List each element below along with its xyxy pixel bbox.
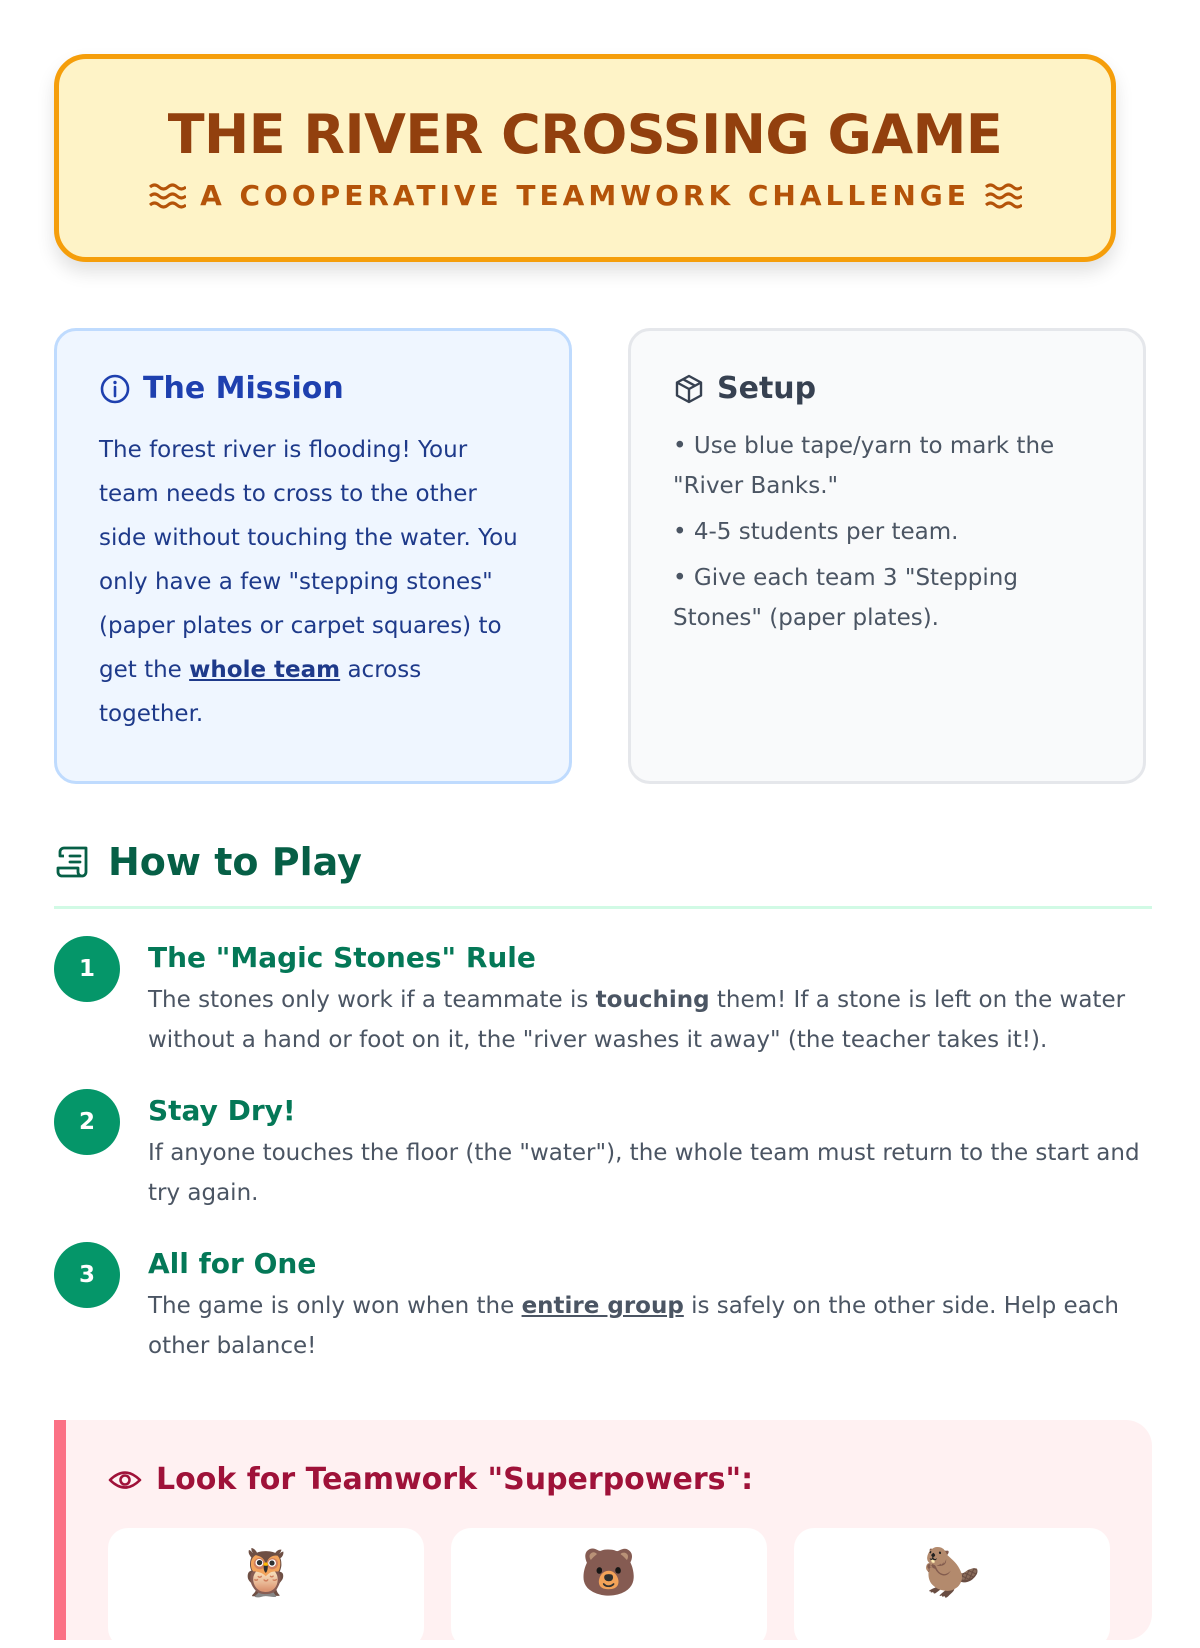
superpowers-heading: Look for Teamwork "Superpowers": xyxy=(156,1462,754,1497)
page-title: THE RIVER CROSSING GAME xyxy=(167,103,1003,166)
bear-icon: 🐻 xyxy=(580,1545,638,1599)
eye-icon xyxy=(108,1465,142,1495)
divider xyxy=(54,906,1152,909)
list-item: • Use blue tape/yarn to mark the "River Banks." xyxy=(673,433,1055,499)
list-item: • Give each team 3 "Stepping Stones" (paper plates). xyxy=(673,565,1018,631)
step-3 xyxy=(54,1242,1152,1366)
owl-icon: 🦉 xyxy=(237,1545,295,1599)
superpower-card-owl xyxy=(108,1528,424,1648)
step-description: The stones only work if a teammate is touching them! If a stone is left on the water without a hand or foot on it, the "river washes it away" (the teacher takes it!). xyxy=(148,987,1126,1053)
step-description: If anyone touches the floor (the "water"), the whole team must return to the start and try again. xyxy=(148,1140,1140,1206)
cube-icon xyxy=(673,373,705,405)
step-title: Stay Dry! xyxy=(148,1094,296,1127)
mission-description: The forest river is flooding! Your team needs to cross to the other side without touching the water. You only have a few "stepping stones" (paper plates or carpet squares) to get the whole team across together. xyxy=(99,437,518,727)
beaver-icon: 🦫 xyxy=(923,1545,981,1599)
superpower-card-beaver xyxy=(794,1528,1110,1648)
mission-card xyxy=(54,328,572,784)
step-number-badge: 1 xyxy=(54,936,120,1002)
page-subtitle-row xyxy=(59,179,1111,212)
info-circle-icon xyxy=(99,373,131,405)
step-2 xyxy=(54,1089,1152,1213)
step-description: The game is only won when the entire group is safely on the other side. Help each other balance! xyxy=(148,1293,1120,1359)
setup-card xyxy=(628,328,1146,784)
setup-list xyxy=(673,426,1101,638)
touching-emphasis: touching xyxy=(595,987,710,1013)
list-item: • 4-5 students per team. xyxy=(673,519,959,545)
step-number-badge: 3 xyxy=(54,1242,120,1308)
whole-team-emphasis: whole team xyxy=(189,657,341,683)
scroll-icon xyxy=(54,842,94,882)
step-title: All for One xyxy=(148,1247,317,1280)
step-1 xyxy=(54,936,1152,1060)
page-subtitle: A COOPERATIVE TEAMWORK CHALLENGE xyxy=(200,179,970,212)
superpowers-panel xyxy=(54,1420,1152,1640)
how-to-play-heading: How to Play xyxy=(108,840,362,884)
step-number-badge: 2 xyxy=(54,1089,120,1155)
mission-heading: The Mission xyxy=(143,371,344,406)
mission-heading-row xyxy=(99,371,527,406)
setup-heading: Setup xyxy=(717,371,817,406)
how-to-play-heading-row xyxy=(54,840,362,884)
title-banner xyxy=(54,54,1116,262)
step-title: The "Magic Stones" Rule xyxy=(148,941,536,974)
setup-heading-row xyxy=(673,371,1101,406)
entire-group-emphasis: entire group xyxy=(521,1293,684,1319)
superpowers-heading-row xyxy=(108,1462,753,1497)
waves-icon xyxy=(984,181,1022,211)
superpower-card-bear xyxy=(451,1528,767,1648)
waves-icon xyxy=(148,181,186,211)
